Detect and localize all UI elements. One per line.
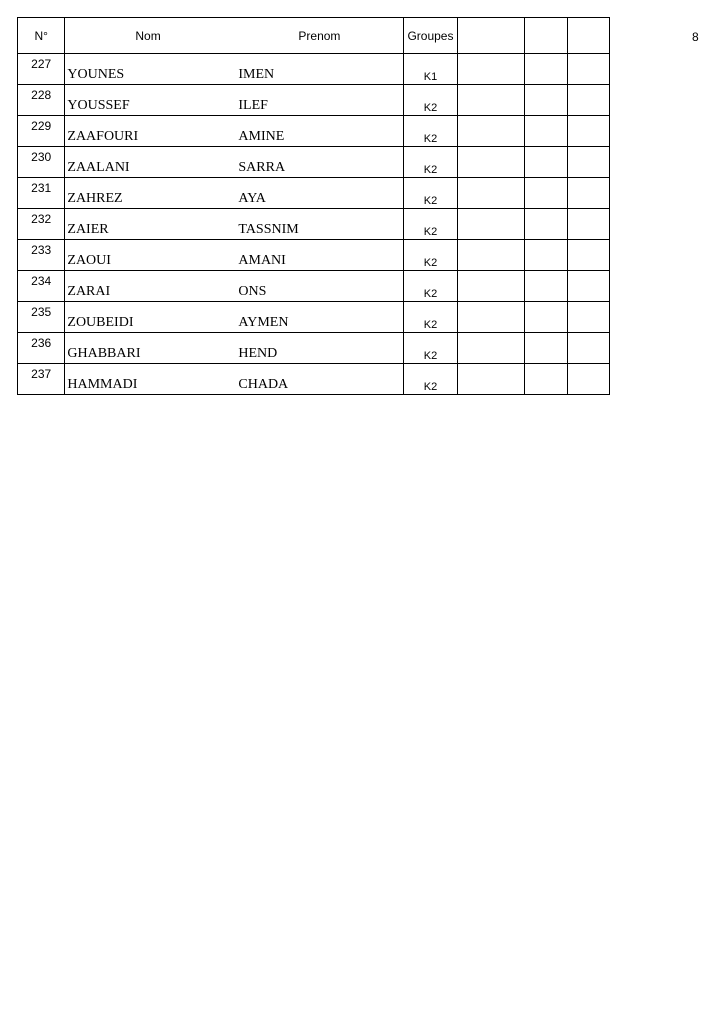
row-nom: ZAIER — [67, 222, 109, 237]
row-number: 235 — [18, 302, 65, 333]
header-empty-1 — [457, 18, 525, 54]
row-names-cell — [65, 271, 404, 302]
row-groupe: K2 — [404, 85, 457, 116]
row-empty-1 — [457, 147, 525, 178]
row-prenom: AMINE — [238, 129, 285, 144]
row-empty-2 — [525, 209, 567, 240]
row-groupe: K2 — [404, 333, 457, 364]
row-empty-2 — [525, 364, 567, 395]
row-nom: HAMMADI — [67, 377, 138, 392]
row-empty-3 — [567, 271, 609, 302]
row-empty-2 — [525, 85, 567, 116]
row-prenom: IMEN — [238, 67, 275, 82]
row-number: 230 — [18, 147, 65, 178]
row-empty-3 — [567, 209, 609, 240]
row-prenom: CHADA — [238, 377, 289, 392]
row-nom: YOUSSEF — [67, 98, 130, 113]
row-groupe: K2 — [404, 271, 457, 302]
row-names-cell — [65, 116, 404, 147]
table-row — [18, 302, 610, 333]
row-empty-1 — [457, 116, 525, 147]
row-nom: ZAAFOURI — [67, 129, 139, 144]
row-number: 233 — [18, 240, 65, 271]
row-prenom: SARRA — [238, 160, 286, 175]
row-groupe: K2 — [404, 178, 457, 209]
table-row — [18, 209, 610, 240]
row-nom: ZAOUI — [67, 253, 111, 268]
row-empty-2 — [525, 54, 567, 85]
row-empty-1 — [457, 271, 525, 302]
row-empty-3 — [567, 178, 609, 209]
header-empty-2 — [525, 18, 567, 54]
row-nom: ZAHREZ — [67, 191, 123, 206]
row-groupe: K2 — [404, 364, 457, 395]
table-row — [18, 271, 610, 302]
row-empty-2 — [525, 240, 567, 271]
row-empty-3 — [567, 240, 609, 271]
row-prenom: TASSNIM — [238, 222, 299, 237]
row-groupe: K2 — [404, 302, 457, 333]
row-groupe: K2 — [404, 209, 457, 240]
row-empty-2 — [525, 178, 567, 209]
row-empty-3 — [567, 333, 609, 364]
row-prenom: ILEF — [238, 98, 268, 113]
student-roster-table — [17, 17, 610, 395]
header-num: N° — [18, 18, 65, 54]
row-prenom: AMANI — [238, 253, 286, 268]
row-nom: ZAALANI — [67, 160, 130, 175]
row-prenom: HEND — [238, 346, 278, 361]
row-empty-1 — [457, 209, 525, 240]
header-names-cell — [65, 18, 404, 54]
row-prenom: AYMEN — [238, 315, 289, 330]
row-empty-2 — [525, 271, 567, 302]
row-empty-3 — [567, 364, 609, 395]
row-empty-3 — [567, 302, 609, 333]
row-names-cell — [65, 147, 404, 178]
row-prenom: AYA — [238, 191, 266, 206]
row-number: 227 — [18, 54, 65, 85]
row-empty-3 — [567, 85, 609, 116]
row-empty-3 — [567, 54, 609, 85]
row-names-cell — [65, 178, 404, 209]
row-empty-1 — [457, 178, 525, 209]
table-row — [18, 54, 610, 85]
row-nom: YOUNES — [67, 67, 125, 82]
table-row — [18, 240, 610, 271]
row-empty-1 — [457, 240, 525, 271]
header-groupes: Groupes — [404, 18, 457, 54]
table-row — [18, 333, 610, 364]
row-names-cell — [65, 54, 404, 85]
row-groupe: K2 — [404, 240, 457, 271]
header-nom: Nom — [135, 29, 161, 43]
row-number: 228 — [18, 85, 65, 116]
row-groupe: K2 — [404, 147, 457, 178]
header-prenom: Prenom — [298, 29, 341, 43]
row-nom: ZARAI — [67, 284, 111, 299]
row-names-cell — [65, 209, 404, 240]
table-row — [18, 147, 610, 178]
row-empty-3 — [567, 147, 609, 178]
row-number: 232 — [18, 209, 65, 240]
table-body — [18, 54, 610, 395]
table-row — [18, 85, 610, 116]
row-nom: GHABBARI — [67, 346, 141, 361]
row-nom: ZOUBEIDI — [67, 315, 134, 330]
row-number: 234 — [18, 271, 65, 302]
row-prenom: ONS — [238, 284, 267, 299]
row-names-cell — [65, 240, 404, 271]
table-row — [18, 364, 610, 395]
row-names-cell — [65, 364, 404, 395]
row-empty-3 — [567, 116, 609, 147]
row-names-cell — [65, 302, 404, 333]
row-number: 229 — [18, 116, 65, 147]
page-number: 8 — [692, 30, 699, 44]
row-empty-2 — [525, 302, 567, 333]
table-row — [18, 178, 610, 209]
row-empty-2 — [525, 333, 567, 364]
row-empty-1 — [457, 54, 525, 85]
row-names-cell — [65, 333, 404, 364]
row-groupe: K1 — [404, 54, 457, 85]
row-empty-1 — [457, 364, 525, 395]
table-header-row — [18, 18, 610, 54]
row-number: 237 — [18, 364, 65, 395]
row-empty-2 — [525, 116, 567, 147]
row-names-cell — [65, 85, 404, 116]
row-groupe: K2 — [404, 116, 457, 147]
table-row — [18, 116, 610, 147]
row-empty-2 — [525, 147, 567, 178]
row-empty-1 — [457, 85, 525, 116]
row-empty-1 — [457, 333, 525, 364]
row-number: 231 — [18, 178, 65, 209]
row-empty-1 — [457, 302, 525, 333]
header-empty-3 — [567, 18, 609, 54]
row-number: 236 — [18, 333, 65, 364]
